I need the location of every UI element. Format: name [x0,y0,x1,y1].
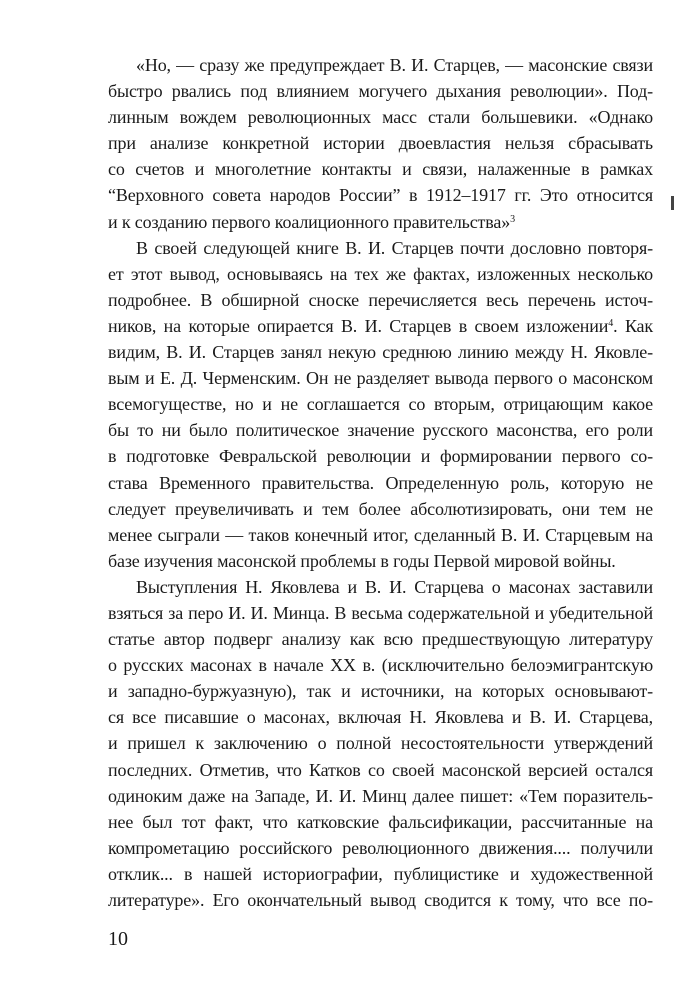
text-line: при анализе конкретной истории двоевластия нельзя сбрасывать [108,133,653,154]
footnote-marker: 4 [608,317,614,329]
text-line: всемогуществе, но и не соглашается со вторым, отрицающим какое [108,394,653,415]
text-fragment: . Как [613,315,653,336]
paragraph-3 [108,574,653,913]
paragraph-1 [108,52,653,235]
text-line: менее сыграли — таков конечный итог, сделанный В. И. Старцевым на [108,524,653,545]
scan-edge-mark [671,196,674,210]
text-line: последних. Отметив, что Катков со своей масонской версией остался [108,759,653,780]
text-line: линным вождем революционных масс стали большевики. «Однако [108,107,653,128]
text-line: о русских масонах в начале XX в. (исключительно белоэмигрантскую [108,655,653,676]
text-line: литературе». Его окончательный вывод сводится к тому, что все по- [108,890,653,910]
text-line: ся все писавшие о масонах, включая Н. Яковлева и В. И. Старцева, [108,707,653,728]
footnote-marker: 3 [510,213,515,225]
text-line: и пришел к заключению о полной несостоятельности утверждений [108,733,653,754]
text-fragment: и к созданию первого коалиционного правительства» [108,211,511,232]
text-line: отклик... в нашей историографии, публицистике и художественной [108,863,653,884]
text-line: одиноким даже на Западе, И. И. Минц далее пишет: «Тем поразитель- [108,785,653,806]
text-line: видим, В. И. Старцев занял некую среднюю линию между Н. Яковле- [108,342,653,363]
text-line: Выступления Н. Яковлева и В. И. Старцева о масонах заставили [136,576,653,597]
text-line: взяться за перо И. И. Минца. В весьма содержательной и убедительной [108,602,653,623]
text-line [108,313,653,339]
page-body [108,52,653,913]
text-line: вым и Е. Д. Черменским. Он не разделяет вывода первого о масонском [108,368,653,389]
text-line: “Верховного совета народов России” в 1912–1917 гг. Это относится [108,185,653,206]
text-line: ет этот вывод, основываясь на тех же фактах, изложенных несколько [108,263,653,284]
text-line: бы то ни было политическое значение русского масонства, его роли [108,420,653,441]
text-line: компрометацию российского революционного движения.... получили [108,837,653,858]
text-line: В своей следующей книге В. И. Старцев почти дословно повторя- [136,237,653,258]
text-line: со счетов и многолетние контакты и связи, налаженные в рамках [108,159,653,180]
text-line: в подготовке Февральской революции и формировании первого со- [108,446,653,467]
text-line: подробнее. В обширной сноске перечисляется весь перечень источ- [108,289,653,310]
text-line: следует преувеличивать и тем более абсолютизировать, они тем не [108,498,653,519]
text-line: статье автор подверг анализу как всю предшествующую литературу [108,629,653,650]
text-line: става Временного правительства. Определенную роль, которую не [108,472,653,493]
text-line: нее был тот факт, что катковские фальсификации, рассчитанные на [108,811,653,832]
text-line: быстро рвались под влиянием могучего дыхания революции». Под- [108,81,653,102]
page-number: 10 [108,928,128,950]
paragraph-2 [108,235,653,574]
text-line: «Но, — сразу же предупреждает В. И. Старцев, — масонские связи [136,55,653,75]
text-line: базе изучения масонской проблемы в годы Первой мировой войны. [108,550,616,571]
text-fragment: ников, на которые опирается В. И. Старцев в своем изложении [108,315,609,336]
text-line: и западно-буржуазную), так и источники, на которых основывают- [108,681,653,702]
text-line [108,209,653,235]
